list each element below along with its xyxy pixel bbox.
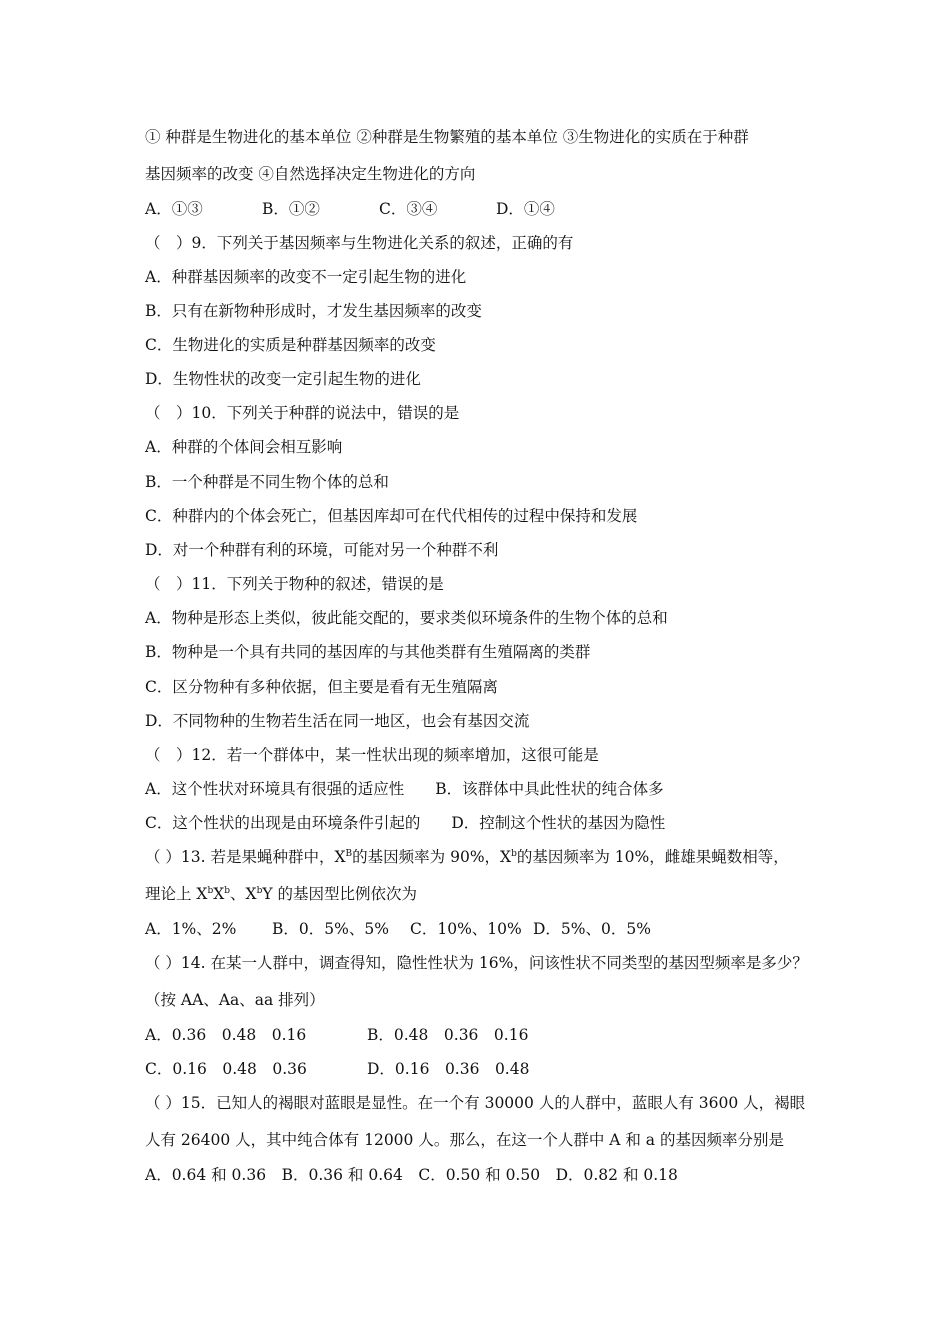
q14-option-c: C．0.16 0.48 0.36 — [145, 1060, 307, 1078]
q15-stem-line1: （ ）15．已知人的褐眼对蓝眼是显性。在一个有 30000 人的人群中，蓝眼人有 3600 人，褐眼 — [145, 1094, 806, 1112]
q9-option-c: C．生物进化的实质是种群基因频率的改变 — [145, 336, 436, 354]
superscript-b: b — [511, 849, 517, 859]
q12-options-cd: C．这个性状的出现是由环境条件引起的 D．控制这个性状的基因为隐性 — [145, 814, 666, 832]
q14-stem: （ ）14. 在某一人群中，调查得知，隐性性状为 16%，问该性状不同类型的基因型频率是多少？ — [145, 954, 808, 972]
q15-stem-line2: 人有 26400 人，其中纯合体有 12000 人。那么，在这一个人群中 A 和 a 的基因频率分别是 — [145, 1131, 784, 1149]
q10-option-b: B．一个种群是不同生物个体的总和 — [145, 473, 389, 491]
superscript-B: B — [345, 849, 353, 859]
q11-stem: （ ）11．下列关于物种的叙述，错误的是 — [145, 575, 444, 593]
q14-note: （按 AA、Aa、aa 排列） — [145, 991, 325, 1009]
q14-option-d: D．0.16 0.36 0.48 — [367, 1060, 530, 1078]
q13-stem-line1: （ ）13. 若是果蝇种群中，$X^B$的基因频率为 90%，$X^b$的基因频率为 10%，雌雄果蝇数相等， — [145, 848, 789, 866]
q8-statements-line1: ① 种群是生物进化的基本单位 ②种群是生物繁殖的基本单位 ③生物进化的实质在于种群 — [145, 128, 749, 146]
q14-options-cd — [145, 1059, 825, 1079]
q14-option-a: A．0.36 0.48 0.16 — [145, 1026, 307, 1044]
q15-options: A．0.64 和 0.36 B．0.36 和 0.64 C．0.50 和 0.50 D．0.82 和 0.18 — [145, 1166, 678, 1184]
q9-stem: （ ）9．下列关于基因频率与生物进化关系的叙述，正确的有 — [145, 234, 574, 252]
q13-option-d: D．5%、0．5% — [533, 920, 651, 938]
q8-option-b: B．①② — [262, 200, 320, 218]
q9-option-b: B．只有在新物种形成时，才发生基因频率的改变 — [145, 302, 482, 320]
q8-options — [145, 199, 825, 219]
q10-option-d: D．对一个种群有利的环境，可能对另一个种群不利 — [145, 541, 499, 559]
q13-stem-line2: 理论上 $X^bX^b$、$X^bY$ 的基因型比例依次为 — [145, 885, 418, 903]
q10-option-a: A．种群的个体间会相互影响 — [145, 438, 343, 456]
q14-option-b: B．0.48 0.36 0.16 — [367, 1026, 529, 1044]
q14-options-ab — [145, 1025, 825, 1045]
q13-options — [145, 919, 825, 939]
q9-option-d: D．生物性状的改变一定引起生物的进化 — [145, 370, 421, 388]
q13-option-c: C．10%、10% — [410, 920, 522, 938]
q8-statements-line2: 基因频率的改变 ④自然选择决定生物进化的方向 — [145, 165, 476, 183]
q11-option-a: A．物种是形态上类似，彼此能交配的，要求类似环境条件的生物个体的总和 — [145, 609, 668, 627]
q12-options-ab: A．这个性状对环境具有很强的适应性 B．该群体中具此性状的纯合体多 — [145, 780, 664, 798]
q11-option-c: C．区分物种有多种依据，但主要是看有无生殖隔离 — [145, 678, 498, 696]
q11-option-d: D．不同物种的生物若生活在同一地区，也会有基因交流 — [145, 712, 530, 730]
q11-option-b: B．物种是一个具有共同的基因库的与其他类群有生殖隔离的类群 — [145, 643, 591, 661]
q9-option-a: A．种群基因频率的改变不一定引起生物的进化 — [145, 268, 467, 286]
q12-stem: （ ）12．若一个群体中，某一性状出现的频率增加，这很可能是 — [145, 746, 599, 764]
q8-option-a: A．①③ — [145, 200, 203, 218]
q8-option-d: D．①④ — [496, 200, 555, 218]
q10-option-c: C．种群内的个体会死亡，但基因库却可在代代相传的过程中保持和发展 — [145, 507, 638, 525]
q10-stem: （ ）10．下列关于种群的说法中，错误的是 — [145, 404, 460, 422]
q8-option-c: C．③④ — [379, 200, 438, 218]
q13-option-a: A．1%、2% — [145, 920, 237, 938]
q13-option-b: B．0．5%、5% — [272, 920, 389, 938]
